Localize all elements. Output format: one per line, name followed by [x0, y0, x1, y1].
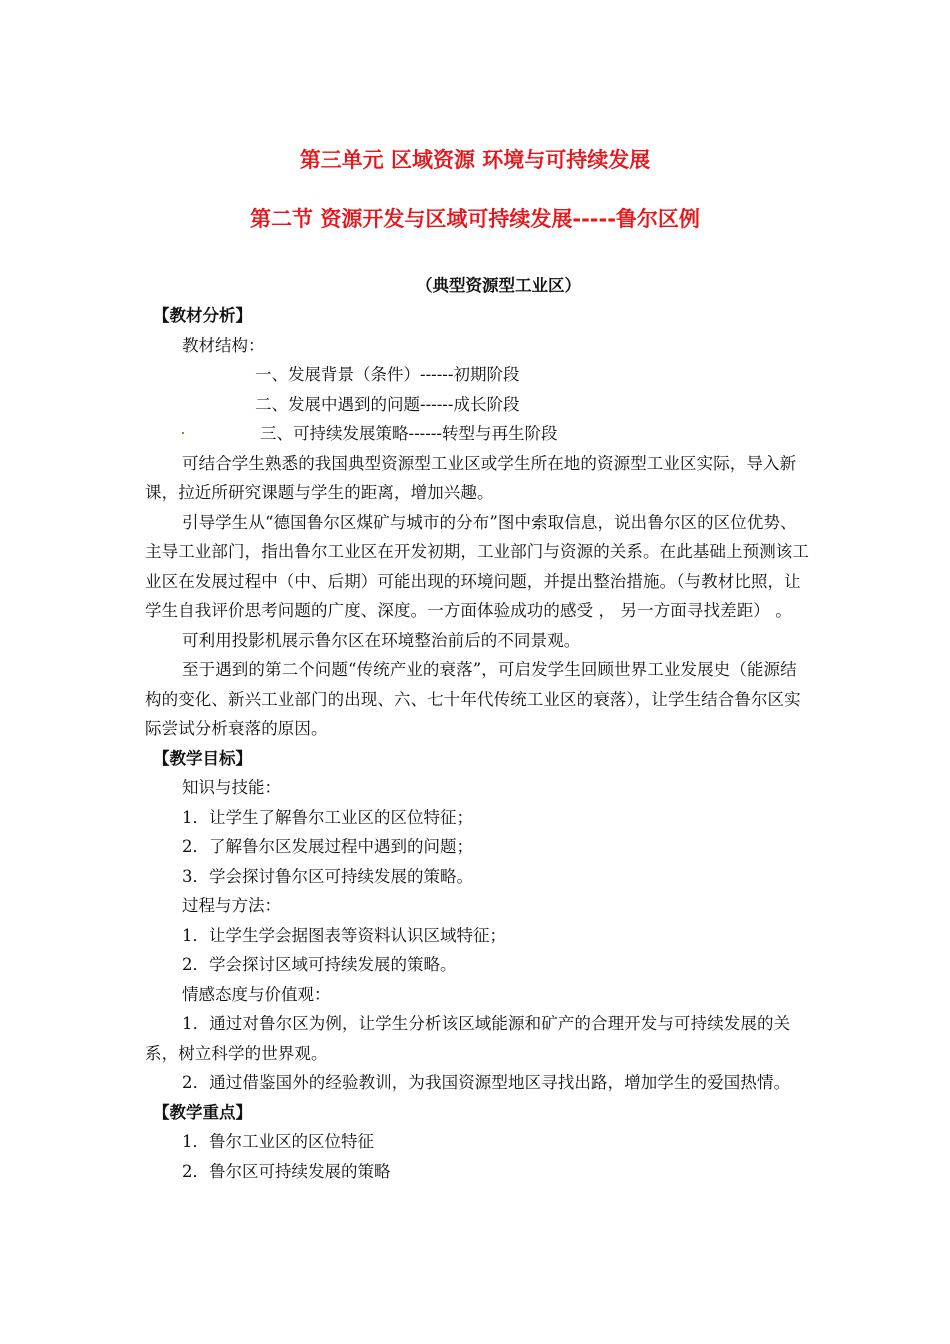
heading-focus: 【教学重点】 [153, 1102, 252, 1122]
process-item: 2．学会探讨区域可持续发展的策略。 [182, 955, 457, 974]
focus-item: 2．鲁尔区可持续发展的策略 [182, 1161, 391, 1181]
unit-title: 第三单元 区域资源 环境与可持续发展 [299, 148, 651, 172]
structure-label: 教材结构： [182, 335, 265, 355]
structure-item: 二、发展中遇到的问题------成长阶段 [255, 394, 520, 414]
heading-analysis: 【教材分析】 [153, 306, 252, 325]
structure-item: 三、可持续发展策略------转型与再生阶段 [260, 424, 558, 443]
section-title: 第二节 资源开发与区域可持续发展-----鲁尔区例 [250, 207, 700, 231]
attitude-item: 2．通过借鉴国外的经验教训，为我国资源型地区寻找出路，增加学生的爱国热情。 [182, 1073, 791, 1092]
analysis-paragraph: 可结合学生熟悉的我国典型资源型工业区或学生所在地的资源型工业区实际，导入新课，拉近所研究课题与学生的距离，增加兴趣。 [145, 453, 797, 502]
structure-item: 一、发展背景（条件）------初期阶段 [255, 365, 520, 384]
analysis-paragraph: 引导学生从“德国鲁尔区煤矿与城市的分布”图中索取信息，说出鲁尔区的区位优势、主导工业部门，指出鲁尔工业区在开发初期，工业部门与资源的关系。在此基础上预测该工业区在发展过程中（中、后期）可能出现的环境问题，并提出整治措施。（与教材比照，让学生自我评价思考问题的广度、深度。一方面体验成功的感受 ， 另一方面寻找差距） 。 [145, 512, 809, 620]
knowledge-item: 3．学会探讨鲁尔区可持续发展的策略。 [182, 866, 473, 886]
process-label: 过程与方法： [182, 896, 281, 915]
knowledge-label: 知识与技能： [182, 778, 281, 797]
knowledge-item: 2．了解鲁尔区发展过程中遇到的问题； [182, 837, 473, 856]
document-body [145, 301, 810, 1186]
attitude-label: 情感态度与价值观： [182, 984, 331, 1004]
knowledge-item: 1．让学生了解鲁尔工业区的区位特征； [182, 807, 473, 827]
analysis-paragraph: 至于遇到的第二个问题“传统产业的衰落”，可启发学生回顾世界工业发展史（能源结构的变化、新兴工业部门的出现、六、七十年代传统工业区的衰落），让学生结合鲁尔区实际尝试分析衰落的原因。 [145, 660, 801, 738]
subtitle: （典型资源型工业区） [416, 276, 581, 295]
heading-goals: 【教学目标】 [153, 748, 252, 768]
attitude-item: 1．通过对鲁尔区为例，让学生分析该区域能源和矿产的合理开发与可持续发展的关系，树立科学的世界观。 [145, 1014, 791, 1063]
analysis-paragraph: 可利用投影机展示鲁尔区在环境整治前后的不同景观。 [182, 630, 581, 650]
process-item: 1．让学生学会据图表等资料认识区域特征； [182, 925, 506, 945]
focus-item: 1．鲁尔工业区的区位特征 [182, 1132, 374, 1151]
